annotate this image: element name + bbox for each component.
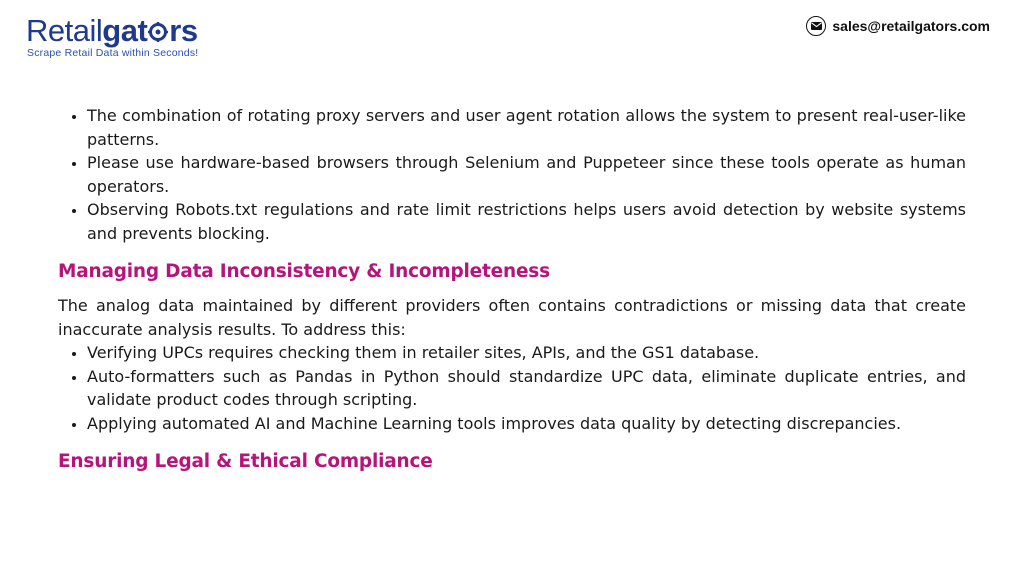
list-item: • Verifying UPCs requires checking them in retailer sites, APIs, and the GS1 database. [87, 341, 966, 365]
logo-part-c: rs [169, 13, 198, 48]
contact-email[interactable] [806, 16, 990, 36]
logo-tagline: Scrape Retail Data within Seconds! [27, 47, 199, 59]
list-item: • Please use hardware-based browsers through Selenium and Puppeteer since these tools operate as human operators. [87, 151, 966, 198]
logo-wordmark [26, 14, 198, 48]
list-item: • Applying automated AI and Machine Learning tools improves data quality by detecting discrepancies. [87, 412, 966, 436]
list-item: • Observing Robots.txt regulations and rate limit restrictions helps users avoid detection by website systems and prevents blocking. [87, 198, 966, 245]
main-content [58, 104, 966, 475]
list-item: • The combination of rotating proxy servers and user agent rotation allows the system to present real-user-like patterns. [87, 104, 966, 151]
intro-bullet-list [58, 104, 966, 245]
logo-part-a: Retail [26, 13, 103, 48]
list-item: • Auto-formatters such as Pandas in Python should standardize UPC data, eliminate duplicate entries, and validate product codes through scripting. [87, 365, 966, 412]
gear-icon [148, 22, 168, 42]
logo-part-b: gat [102, 13, 148, 48]
section-heading-legal-compliance: Ensuring Legal & Ethical Compliance [58, 451, 433, 472]
company-logo[interactable] [26, 14, 198, 59]
envelope-icon [806, 16, 826, 36]
section-heading-data-inconsistency: Managing Data Inconsistency & Incompleteness [58, 261, 550, 282]
section-paragraph: The analog data maintained by different providers often contains contradictions or missing data that create inaccurate analysis results. To address this: [58, 296, 966, 339]
section1-bullet-list [58, 341, 966, 435]
email-link[interactable]: sales@retailgators.com [832, 18, 990, 34]
